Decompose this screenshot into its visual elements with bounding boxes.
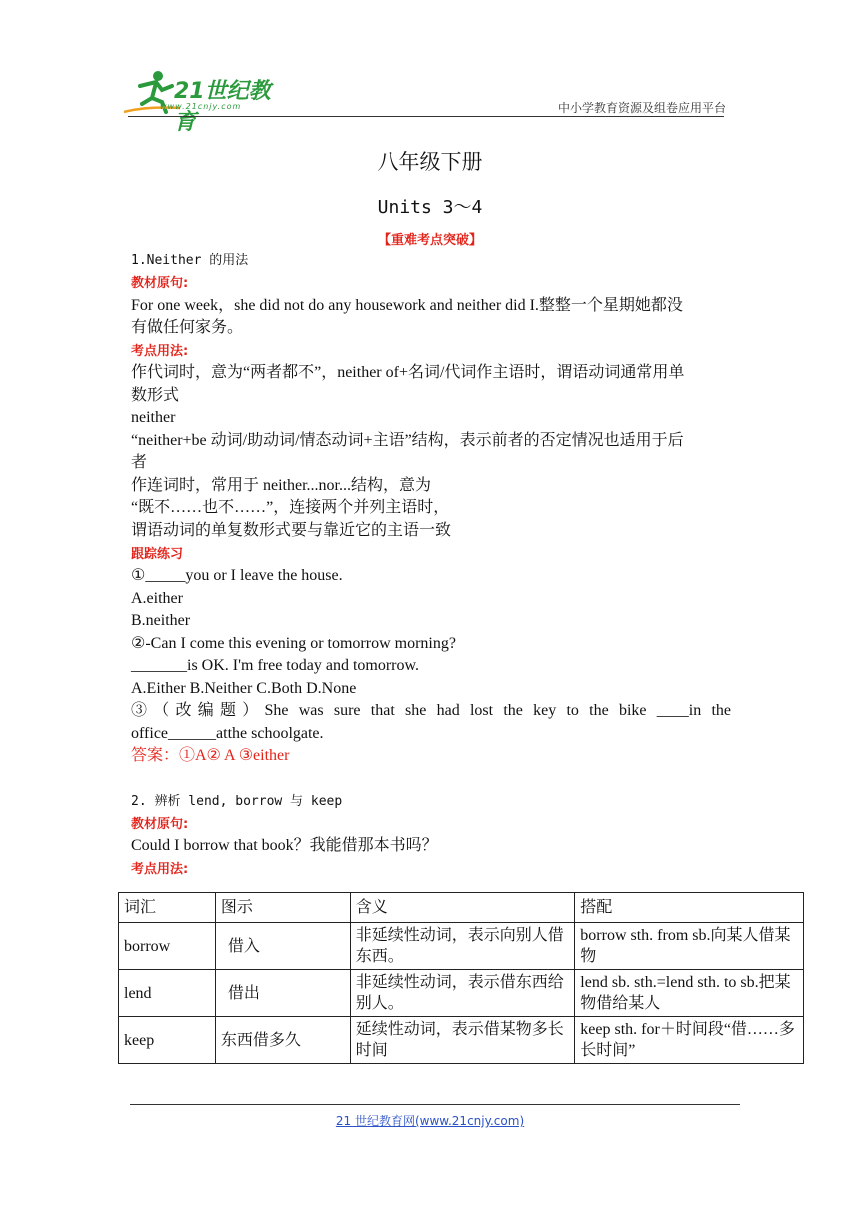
logo-url: www.21cnjy.com bbox=[160, 102, 242, 111]
question-3-line: office______atthe schoolgate. bbox=[131, 725, 324, 742]
platform-tagline: 中小学教育资源及组卷应用平台 bbox=[557, 101, 726, 115]
table-header: 图示 bbox=[215, 893, 350, 923]
table-header: 含义 bbox=[350, 893, 575, 923]
section-title: 【重难考点突破】 bbox=[377, 233, 482, 248]
table-row bbox=[119, 1017, 804, 1064]
usage-line: 谓语动词的单复数形式要与靠近它的主语一致 bbox=[131, 522, 452, 539]
table-cell: 非延续性动词，表示向别人借东西。 bbox=[350, 923, 575, 970]
table-cell: borrow bbox=[119, 923, 216, 970]
section-1-heading: 1.Neither 的用法 bbox=[131, 253, 249, 268]
usage-label: 考点用法: bbox=[131, 862, 189, 877]
table-header: 搭配 bbox=[575, 893, 804, 923]
source-label: 教材原句: bbox=[131, 276, 189, 291]
table-header-row bbox=[119, 893, 804, 923]
table-cell: 借出 bbox=[215, 970, 350, 1017]
question-3: ③（改编题）She was sure that she had lost the key to the bike ____in the bbox=[131, 702, 731, 719]
vocab-table bbox=[118, 892, 804, 1064]
table-cell: lend bbox=[119, 970, 216, 1017]
table-row bbox=[119, 970, 804, 1017]
question-number: ① bbox=[131, 567, 146, 584]
logo-text: 21世纪教育 bbox=[174, 79, 271, 135]
table-row bbox=[119, 923, 804, 970]
table-cell: 借入 bbox=[215, 923, 350, 970]
source-sentence: For one week，she did not do any housework and neither did I.整整一个星期她都没 bbox=[131, 297, 683, 314]
source-sentence: Could I borrow that book？我能借那本书吗？ bbox=[131, 837, 438, 854]
question-2-line: _______is OK. I'm free today and tomorrow. bbox=[131, 657, 420, 674]
table-cell: lend sb. sth.=lend sth. to sb.把某物借给某人 bbox=[575, 970, 804, 1017]
table-cell: keep sth. for＋时间段“借……多长时间” bbox=[575, 1017, 804, 1064]
source-label: 教材原句: bbox=[131, 817, 189, 832]
table-cell: 延续性动词，表示借某物多长时间 bbox=[350, 1017, 575, 1064]
table-header: 词汇 bbox=[119, 893, 216, 923]
question-2-options: A.Either B.Neither C.Both D.None bbox=[131, 680, 357, 697]
grade-title: 八年级下册 bbox=[377, 150, 483, 174]
practice-label: 跟踪练习 bbox=[131, 547, 184, 562]
question-1 bbox=[131, 566, 343, 586]
usage-line: “既不……也不……”，连接两个并列主语时， bbox=[131, 499, 450, 516]
table-cell: 非延续性动词，表示借东西给别人。 bbox=[350, 970, 575, 1017]
option-b: B.neither bbox=[131, 612, 191, 629]
footer-divider bbox=[130, 1104, 740, 1105]
usage-label: 考点用法: bbox=[131, 344, 189, 359]
table-cell: keep bbox=[119, 1017, 216, 1064]
usage-line: 数形式 bbox=[131, 387, 180, 404]
question-text: you or I leave the house. bbox=[185, 567, 343, 584]
usage-line: 者 bbox=[131, 454, 148, 471]
units-title: Units 3～4 bbox=[377, 197, 483, 218]
usage-line: 作连词时，常用于 neither...nor...结构，意为 bbox=[131, 477, 431, 494]
section-2-heading: 2. 辨析 lend, borrow 与 keep bbox=[131, 794, 343, 809]
option-a: A.either bbox=[131, 590, 183, 607]
site-logo bbox=[122, 68, 292, 135]
source-translation: 有做任何家务。 bbox=[131, 319, 244, 336]
usage-line: “neither+be 动词/助动词/情态动词+主语”结构，表示前者的否定情况也适用于后 bbox=[131, 432, 684, 449]
footer-link[interactable]: 21 世纪教育网(www.21cnjy.com) bbox=[335, 1114, 525, 1128]
blank: _____ bbox=[145, 567, 186, 584]
table-cell: 东西借多久 bbox=[215, 1017, 350, 1064]
answer-key: 答案：①A② A ③either bbox=[131, 747, 290, 764]
table-cell: borrow sth. from sb.向某人借某物 bbox=[575, 923, 804, 970]
header-divider bbox=[128, 116, 724, 117]
usage-line: neither bbox=[131, 409, 176, 426]
usage-line: 作代词时，意为“两者都不”，neither of+名词/代词作主语时，谓语动词通常用单 bbox=[131, 364, 685, 381]
question-2: ②-Can I come this evening or tomorrow morning? bbox=[131, 635, 456, 652]
